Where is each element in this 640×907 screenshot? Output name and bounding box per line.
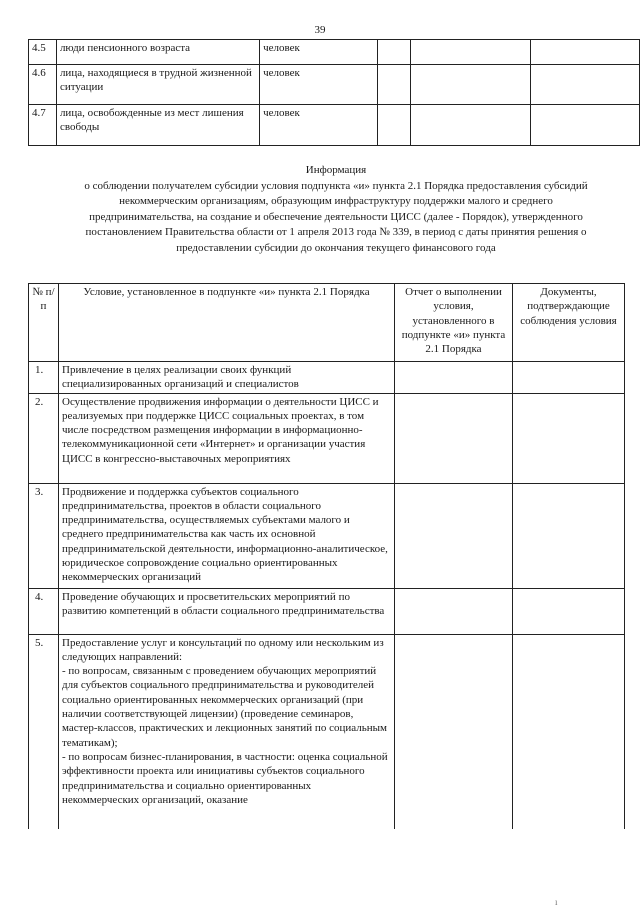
- info-heading: Информация: [305, 164, 367, 176]
- table-row: [29, 588, 625, 634]
- empty-cell: [377, 105, 411, 146]
- table-row: [29, 65, 640, 105]
- empty-cell: [530, 65, 639, 105]
- table-row: [29, 40, 640, 65]
- table-row: [29, 362, 625, 394]
- row-condition: Осуществление продвижения информации о деятельности ЦИСС и реализуемых при поддержке ЦИСС социальных проектах, в том числе посредством размещения информации в информационно-телекоммуникационной сети «Интернет» и организации участия ЦИСС в конгрессно-выставочных мероприятиях: [59, 393, 395, 483]
- table-row: [29, 483, 625, 588]
- header-num: № п/п: [29, 284, 59, 362]
- empty-cell: [513, 588, 625, 634]
- row-condition: Привлечение в целях реализации своих функций специализированных организаций и специалистов: [59, 362, 395, 394]
- row-number: 1.: [29, 362, 59, 394]
- row-condition: Проведение обучающих и просветительских мероприятий по развитию компетенций в области социального предпринимательства: [59, 588, 395, 634]
- empty-cell: [530, 105, 639, 146]
- info-text: о соблюдении получателем субсидии условия подпункта «и» пункта 2.1 Порядка предоставления субсидий некоммерческим организациям, образующим инфраструктуру поддержки малого и среднего предпринимательства, на создание и обеспечение деятельности ЦИСС (далее - Порядок), утвержденного постановлением Правительства области от 1 апреля 2013 года № 339, в период с даты принятия решения о предоставлении субсидии до окончания текущего финансового года: [84, 179, 588, 254]
- header-row: [29, 284, 625, 362]
- empty-cell: [411, 40, 530, 65]
- empty-cell: [513, 393, 625, 483]
- row-unit: человек: [260, 65, 378, 105]
- empty-cell: [395, 362, 513, 394]
- row-label: люди пенсионного возраста: [56, 40, 259, 65]
- row-condition: Продвижение и поддержка субъектов социального предпринимательства, проектов в области социального предпринимательства, осуществляемых субъектами малого и среднего предпринимательства как часть их основной предпринимательской деятельности, информационно-аналитическое, юридическое сопровождение социально ориентированных некоммерческих организаций: [59, 483, 395, 588]
- page-number: 39: [314, 24, 326, 36]
- empty-cell: [377, 40, 411, 65]
- empty-cell: [395, 588, 513, 634]
- scan-mark: ı: [555, 897, 558, 907]
- empty-cell: [395, 634, 513, 829]
- empty-cell: [530, 40, 639, 65]
- row-label: лица, находящиеся в трудной жизненной ситуации: [56, 65, 259, 105]
- empty-cell: [377, 65, 411, 105]
- row-unit: человек: [260, 40, 378, 65]
- empty-cell: [411, 65, 530, 105]
- empty-cell: [513, 362, 625, 394]
- table-row: [29, 393, 625, 483]
- empty-cell: [395, 483, 513, 588]
- row-number: 5.: [29, 634, 59, 829]
- row-number: 2.: [29, 393, 59, 483]
- empty-cell: [513, 634, 625, 829]
- indicator-table: [28, 39, 640, 146]
- header-condition: Условие, установленное в подпункте «и» пункта 2.1 Порядка: [59, 284, 395, 362]
- row-number: 3.: [29, 483, 59, 588]
- table-row: [29, 634, 625, 829]
- table-row: [29, 105, 640, 146]
- row-label: лица, освобожденные из мест лишения свободы: [56, 105, 259, 146]
- row-number: 4.6: [29, 65, 57, 105]
- row-number: 4.5: [29, 40, 57, 65]
- info-block: [72, 163, 600, 257]
- row-number: 4.7: [29, 105, 57, 146]
- conditions-table: [28, 283, 625, 829]
- row-unit: человек: [260, 105, 378, 146]
- empty-cell: [411, 105, 530, 146]
- row-number: 4.: [29, 588, 59, 634]
- header-documents: Документы, подтверждающие соблюдения условия: [513, 284, 625, 362]
- row-condition: Предоставление услуг и консультаций по одному или нескольким из следующих направлений: - по вопросам, связанным с проведением обучающих мероприятий для субъектов социального предпринимательства и руководителей социально ориентированных некоммерческих организаций (при наличии соответствующей лицензии) (проведение семинаров, мастер-классов, практических и лекционных занятий по социальным тематикам); - по вопросам бизнес-планирования, в частности: оценка социальной эффективности проекта или инициативы субъектов социального предпринимательства и социально ориентированных некоммерческих организаций, оказание: [59, 634, 395, 829]
- empty-cell: [513, 483, 625, 588]
- empty-cell: [395, 393, 513, 483]
- header-report: Отчет о выполнении условия, установленного в подпункте «и» пункта 2.1 Порядка: [395, 284, 513, 362]
